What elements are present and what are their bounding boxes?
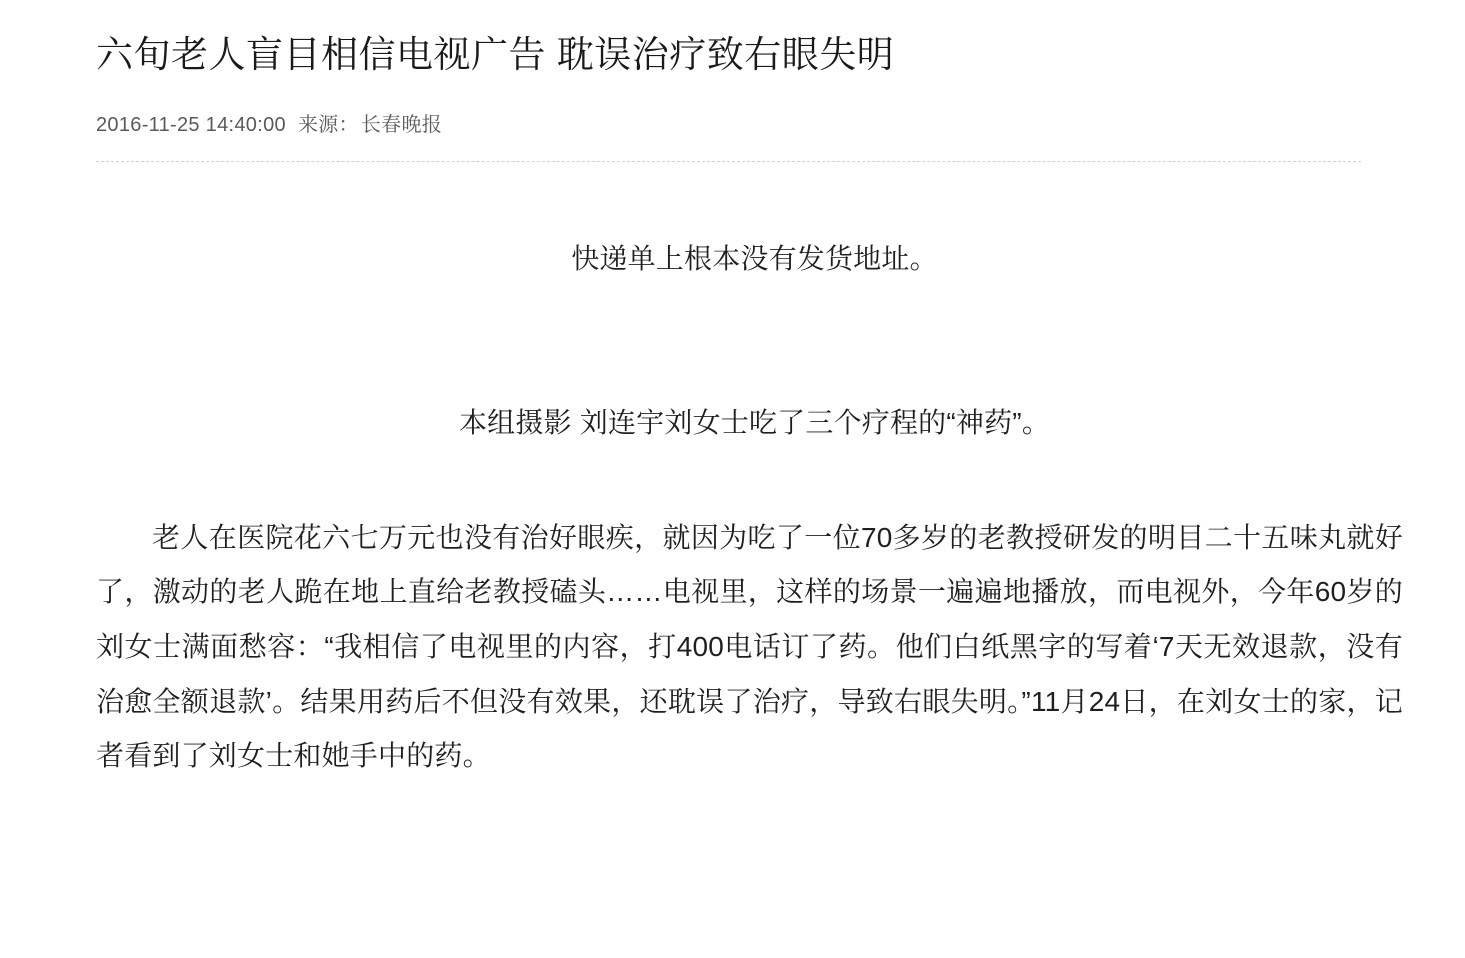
header-divider	[96, 161, 1361, 162]
source-label: 来源：	[297, 113, 359, 136]
source-name: 长春晚报	[360, 113, 443, 136]
page-title: 六旬老人盲目相信电视广告 耽误治疗致右眼失明	[96, 34, 895, 75]
image-caption-1: 快递单上根本没有发货地址。	[571, 242, 938, 274]
article-paragraph-1: 老人在医院花六七万元也没有治好眼疾，就因为吃了一位70多岁的老教授研发的明目二十五味丸就好了，激动的老人跪在地上直给老教授磕头……电视里，这样的场景一遍遍地播放，而电视外，今年60岁的刘女士满面愁容：“我相信了电视里的内容，打400电话订了药。他们白纸黑字的写着‘7天无效退款，没有治愈全额退款’。结果用药后不但没有效果，还耽误了治疗，导致右眼失明。”11月24日，在刘女士的家，记者看到了刘女士和她手中的药。	[96, 521, 1403, 772]
publish-timestamp: 2016-11-25 14:40:00	[96, 113, 286, 136]
article-body	[96, 232, 1413, 784]
image-caption-2: 本组摄影 刘连宇刘女士吃了三个疗程的“神药”。	[458, 407, 1051, 439]
article-meta	[96, 108, 1413, 137]
